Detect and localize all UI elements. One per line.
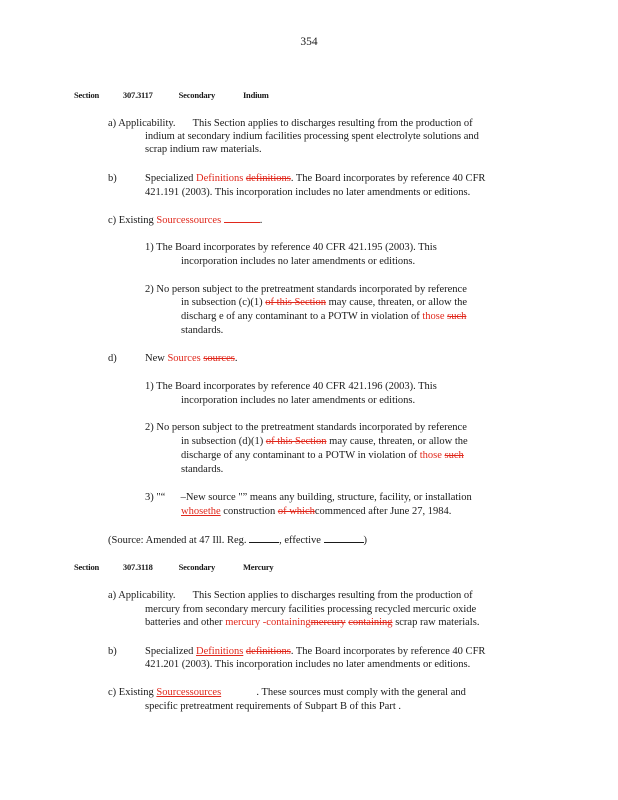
deleted-text: definitions — [245, 646, 291, 657]
d2-line4: standards. — [181, 464, 224, 475]
section-label: Section — [74, 90, 100, 100]
deleted-text: such — [447, 311, 467, 322]
body-text: discharge of any contaminant to a POTW in violation of — [181, 450, 418, 461]
new-label: New — [145, 353, 165, 364]
applicability-label: a) Applicability. — [108, 118, 176, 129]
body-text: construction — [223, 506, 276, 517]
subsection-b-line2: 421.191 (2003). This incorporation includes no later amendments or editions. — [145, 187, 471, 198]
inserted-text: those — [422, 311, 445, 322]
applicability-label: a) Applicability. — [108, 590, 176, 601]
d2-line2 — [181, 435, 468, 448]
subsection-d-line — [145, 352, 237, 365]
deleted-text: sources — [203, 353, 235, 364]
deleted-text: of this Section — [265, 297, 326, 308]
section-label: Section — [74, 562, 100, 572]
quote-marks: "” — [238, 492, 248, 503]
subsection-a-line1 — [108, 589, 473, 602]
subsection-a-line2: indium at secondary indium facilities processing spent electrolyte solutions and — [145, 131, 479, 142]
subsection-a-line3 — [145, 616, 479, 629]
deleted-text: definitions — [245, 173, 291, 184]
c2-line1: 2) No person subject to the pretreatment standards incorporated by reference — [145, 284, 467, 295]
section-title-word2: Mercury — [242, 562, 274, 572]
body-text: may cause, threaten, or allow the — [328, 297, 468, 308]
body-text: . The Board incorporates by reference 40 CFR — [290, 173, 486, 184]
body-text: in subsection (c)(1) — [181, 297, 263, 308]
source-text: ) — [363, 535, 368, 546]
subsection-d-label: d) — [108, 353, 117, 364]
body-text: commenced after June 27, 1984. — [314, 506, 452, 517]
section-title-word2: Indium — [242, 90, 269, 100]
c2-line2 — [181, 296, 467, 309]
defined-term: –New source — [180, 492, 236, 503]
section-title-word1: Secondary — [178, 562, 216, 572]
section-heading-3118 — [74, 561, 273, 574]
deleted-text: such — [444, 450, 464, 461]
period: . — [259, 215, 263, 226]
section-heading-3117 — [74, 89, 269, 102]
page-number: 354 — [300, 36, 318, 48]
existing-label: c) Existing — [108, 687, 154, 698]
subsection-a-line2: mercury from secondary mercury facilities processing recycled mercuric oxide — [145, 604, 477, 615]
body-text: batteries and other — [145, 617, 223, 628]
c2-line4: standards. — [181, 325, 224, 336]
period: . — [234, 353, 238, 364]
deleted-blank — [224, 213, 260, 223]
subsection-c-line1 — [108, 686, 466, 699]
subsection-a-line3: scrap indium raw materials. — [145, 144, 262, 155]
subsection-a-line1 — [108, 117, 473, 130]
inserted-text: mercury -containing — [225, 617, 311, 628]
d3-line2 — [181, 505, 451, 518]
body-text: . The Board incorporates by reference 40 CFR — [290, 646, 486, 657]
blank-field — [249, 533, 279, 543]
d1-line2: incorporation includes no later amendments or editions. — [181, 395, 416, 406]
c1-line2: incorporation includes no later amendments or editions. — [181, 256, 416, 267]
deleted-text: containing — [348, 617, 393, 628]
d1-line1: 1) The Board incorporates by reference 40 CFR 421.196 (2003). This — [145, 381, 437, 392]
body-text: means any building, structure, facility, or installation — [249, 492, 472, 503]
existing-label: c) Existing — [108, 215, 154, 226]
blank-field — [324, 533, 364, 543]
body-text: . These sources must comply with the general and — [256, 687, 466, 698]
subsection-b-label: b) — [108, 646, 117, 657]
subsection-c-line2: specific pretreatment requirements of Subpart B of this Part . — [145, 701, 402, 712]
applicability-text: This Section applies to discharges resulting from the production of — [192, 118, 473, 129]
body-text: scrap raw materials. — [395, 617, 480, 628]
section-number: 307.3118 — [122, 562, 153, 572]
specialized-word: Specialized — [145, 173, 194, 184]
c1-line1: 1) The Board incorporates by reference 40 CFR 421.195 (2003). This — [145, 242, 437, 253]
d3-line1 — [145, 491, 472, 504]
body-text: may cause, threaten, or allow the — [329, 436, 468, 447]
subsection-b-line1 — [145, 172, 485, 185]
deleted-text: of this Section — [265, 436, 327, 447]
inserted-text: whosethe — [181, 506, 221, 517]
d2-line1: 2) No person subject to the pretreatment standards incorporated by reference — [145, 422, 467, 433]
subsection-b-line2: 421.201 (2003). This incorporation includes no later amendments or editions. — [145, 659, 471, 670]
deleted-text: of which — [277, 506, 315, 517]
section-number: 307.3117 — [122, 90, 153, 100]
inserted-text: Sourcessources — [156, 687, 222, 698]
body-text: in subsection (d)(1) — [181, 436, 264, 447]
source-text: (Source: Amended at 47 Ill. Reg. — [108, 535, 247, 546]
quote-marks: 3) "“ — [145, 492, 166, 503]
source-note — [108, 533, 367, 547]
d2-line3 — [181, 449, 464, 462]
deleted-text: mercury — [310, 617, 346, 628]
source-text: , effective — [279, 535, 321, 546]
inserted-text: those — [419, 450, 442, 461]
subsection-b-line1 — [145, 645, 485, 658]
subsection-b-label: b) — [108, 173, 117, 184]
c2-line3 — [181, 310, 466, 323]
inserted-text: Sources — [167, 353, 201, 364]
subsection-c-line — [108, 213, 262, 227]
applicability-text: This Section applies to discharges resulting from the production of — [192, 590, 473, 601]
body-text: discharg e of any contaminant to a POTW in violation of — [181, 311, 420, 322]
specialized-word: Specialized — [145, 646, 194, 657]
inserted-text: Definitions — [196, 646, 244, 657]
section-title-word1: Secondary — [178, 90, 216, 100]
inserted-text: Definitions — [196, 173, 244, 184]
inserted-text: Sourcessources — [156, 215, 222, 226]
